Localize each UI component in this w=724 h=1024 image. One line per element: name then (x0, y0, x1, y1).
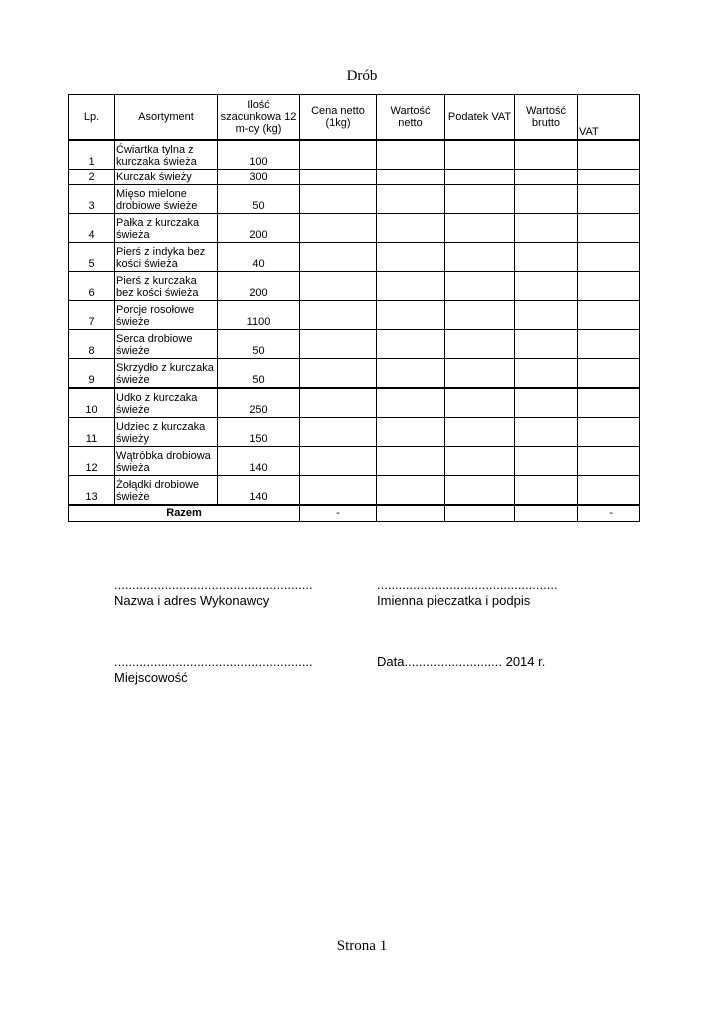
row-qty: 50 (218, 330, 300, 359)
row-lp: 11 (69, 418, 115, 447)
row-lp: 8 (69, 330, 115, 359)
date-field[interactable]: Data........................... 2014 r. (377, 654, 546, 669)
signature-dots-stamp[interactable]: .................................................. (377, 577, 558, 592)
row-wartosc-netto-cell[interactable] (377, 418, 445, 447)
row-lp: 9 (69, 359, 115, 389)
row-vat-cell[interactable] (578, 170, 640, 185)
row-podatek-cell[interactable] (445, 388, 515, 418)
row-vat-cell[interactable] (578, 447, 640, 476)
row-podatek-cell[interactable] (445, 330, 515, 359)
header-podatek-vat: Podatek VAT (445, 95, 515, 141)
row-vat-cell[interactable] (578, 359, 640, 389)
header-lp: Lp. (69, 95, 115, 141)
total-wartosc-brutto-cell[interactable] (515, 505, 578, 522)
row-name: Kurczak świeży (115, 170, 218, 185)
row-wartosc-netto-cell[interactable] (377, 272, 445, 301)
table-row (69, 185, 640, 214)
row-vat-cell[interactable] (578, 214, 640, 243)
row-name: Pierś z indyka bez kości świeża (115, 243, 218, 272)
row-wartosc-brutto-cell[interactable] (515, 476, 578, 506)
row-name: Wątróbka drobiowa świeża (115, 447, 218, 476)
row-name: Żołądki drobiowe świeże (115, 476, 218, 506)
table-row (69, 330, 640, 359)
table-row (69, 272, 640, 301)
row-wartosc-brutto-cell[interactable] (515, 170, 578, 185)
row-cena-cell[interactable] (300, 388, 377, 418)
row-vat-cell[interactable] (578, 243, 640, 272)
row-qty: 200 (218, 214, 300, 243)
row-lp: 2 (69, 170, 115, 185)
row-podatek-cell[interactable] (445, 272, 515, 301)
row-wartosc-netto-cell[interactable] (377, 301, 445, 330)
total-label: Razem (69, 505, 300, 522)
row-vat-cell[interactable] (578, 330, 640, 359)
signature-label-contractor: Nazwa i adres Wykonawcy (114, 593, 270, 608)
table-row (69, 170, 640, 185)
row-name: Udko z kurczaka świeże (115, 388, 218, 418)
row-name: Serca drobiowe świeże (115, 330, 218, 359)
row-qty: 100 (218, 140, 300, 170)
row-qty: 200 (218, 272, 300, 301)
row-name: Pałka z kurczaka świeża (115, 214, 218, 243)
row-name: Udziec z kurczaka świeży (115, 418, 218, 447)
table-header-row (69, 95, 640, 141)
row-wartosc-brutto-cell[interactable] (515, 243, 578, 272)
row-cena-cell[interactable] (300, 243, 377, 272)
table-row (69, 418, 640, 447)
row-podatek-cell[interactable] (445, 170, 515, 185)
row-lp: 4 (69, 214, 115, 243)
row-lp: 1 (69, 140, 115, 170)
row-podatek-cell[interactable] (445, 140, 515, 170)
row-vat-cell[interactable] (578, 140, 640, 170)
row-wartosc-brutto-cell[interactable] (515, 359, 578, 389)
table-row (69, 447, 640, 476)
row-podatek-cell[interactable] (445, 243, 515, 272)
row-cena-cell[interactable] (300, 170, 377, 185)
row-wartosc-netto-cell[interactable] (377, 359, 445, 389)
signature-dots-contractor[interactable]: ....................................................... (114, 577, 313, 592)
row-wartosc-brutto-cell[interactable] (515, 185, 578, 214)
row-cena-cell[interactable] (300, 185, 377, 214)
row-podatek-cell[interactable] (445, 214, 515, 243)
row-wartosc-netto-cell[interactable] (377, 170, 445, 185)
row-wartosc-netto-cell[interactable] (377, 185, 445, 214)
row-wartosc-netto-cell[interactable] (377, 447, 445, 476)
total-row (69, 505, 640, 522)
row-lp: 5 (69, 243, 115, 272)
row-qty: 50 (218, 185, 300, 214)
page-number: Strona 1 (336, 938, 388, 954)
row-name: Ćwiartka tylna z kurczaka świeża (115, 140, 218, 170)
signature-dots-place[interactable]: ....................................................... (114, 654, 313, 669)
table-row (69, 476, 640, 506)
row-wartosc-brutto-cell[interactable] (515, 272, 578, 301)
row-cena-cell[interactable] (300, 359, 377, 389)
row-cena-cell[interactable] (300, 330, 377, 359)
row-vat-cell[interactable] (578, 418, 640, 447)
row-vat-cell[interactable] (578, 272, 640, 301)
row-qty: 300 (218, 170, 300, 185)
row-vat-cell[interactable] (578, 388, 640, 418)
row-lp: 13 (69, 476, 115, 506)
row-wartosc-brutto-cell[interactable] (515, 330, 578, 359)
row-lp: 12 (69, 447, 115, 476)
row-lp: 7 (69, 301, 115, 330)
total-podatek-cell[interactable] (445, 505, 515, 522)
row-podatek-cell[interactable] (445, 476, 515, 506)
row-cena-cell[interactable] (300, 301, 377, 330)
row-name: Pierś z kurczaka bez kości świeża (115, 272, 218, 301)
signature-label-stamp: Imienna pieczatka i podpis (377, 593, 531, 608)
row-wartosc-brutto-cell[interactable] (515, 447, 578, 476)
row-cena-cell[interactable] (300, 418, 377, 447)
row-qty: 140 (218, 447, 300, 476)
row-cena-cell[interactable] (300, 140, 377, 170)
signature-block-place (114, 654, 313, 686)
row-wartosc-netto-cell[interactable] (377, 388, 445, 418)
table-row (69, 359, 640, 389)
total-cena: - (300, 505, 377, 522)
row-wartosc-brutto-cell[interactable] (515, 388, 578, 418)
row-wartosc-brutto-cell[interactable] (515, 214, 578, 243)
row-name: Mięso mielone drobiowe świeże (115, 185, 218, 214)
row-qty: 40 (218, 243, 300, 272)
row-name: Porcje rosołowe świeże (115, 301, 218, 330)
table-row (69, 301, 640, 330)
total-wartosc-netto-cell[interactable] (377, 505, 445, 522)
row-wartosc-netto-cell[interactable] (377, 330, 445, 359)
row-wartosc-netto-cell[interactable] (377, 214, 445, 243)
header-wartosc-brutto: Wartość brutto (515, 95, 578, 141)
row-cena-cell[interactable] (300, 447, 377, 476)
table-row (69, 214, 640, 243)
row-wartosc-brutto-cell[interactable] (515, 140, 578, 170)
row-wartosc-brutto-cell[interactable] (515, 301, 578, 330)
row-wartosc-netto-cell[interactable] (377, 243, 445, 272)
signature-label-place: Miejscowość (114, 670, 188, 685)
header-wartosc-netto: Wartość netto (377, 95, 445, 141)
row-vat-cell[interactable] (578, 476, 640, 506)
row-qty: 140 (218, 476, 300, 506)
header-ilosc: Ilość szacunkowa 12 m-cy (kg) (218, 95, 300, 141)
total-vat: - (578, 505, 640, 522)
header-vat: VAT (578, 95, 640, 141)
row-lp: 10 (69, 388, 115, 418)
row-qty: 150 (218, 418, 300, 447)
row-name: Skrzydło z kurczaka świeże (115, 359, 218, 389)
row-qty: 50 (218, 359, 300, 389)
header-cena-netto: Cena netto (1kg) (300, 95, 377, 141)
row-cena-cell[interactable] (300, 476, 377, 506)
row-wartosc-brutto-cell[interactable] (515, 418, 578, 447)
row-podatek-cell[interactable] (445, 359, 515, 389)
row-cena-cell[interactable] (300, 214, 377, 243)
table-row (69, 243, 640, 272)
row-podatek-cell[interactable] (445, 185, 515, 214)
row-podatek-cell[interactable] (445, 301, 515, 330)
row-podatek-cell[interactable] (445, 447, 515, 476)
page-title: Drób (346, 68, 378, 84)
header-asortyment: Asortyment (115, 95, 218, 141)
row-lp: 6 (69, 272, 115, 301)
table-row (69, 388, 640, 418)
row-qty: 1100 (218, 301, 300, 330)
row-wartosc-netto-cell[interactable] (377, 476, 445, 506)
row-podatek-cell[interactable] (445, 418, 515, 447)
table-row (69, 140, 640, 170)
row-lp: 3 (69, 185, 115, 214)
row-vat-cell[interactable] (578, 185, 640, 214)
row-qty: 250 (218, 388, 300, 418)
signature-block-stamp (377, 577, 558, 609)
price-table (68, 94, 640, 522)
row-cena-cell[interactable] (300, 272, 377, 301)
row-vat-cell[interactable] (578, 301, 640, 330)
signature-block-contractor (114, 577, 313, 609)
row-wartosc-netto-cell[interactable] (377, 140, 445, 170)
